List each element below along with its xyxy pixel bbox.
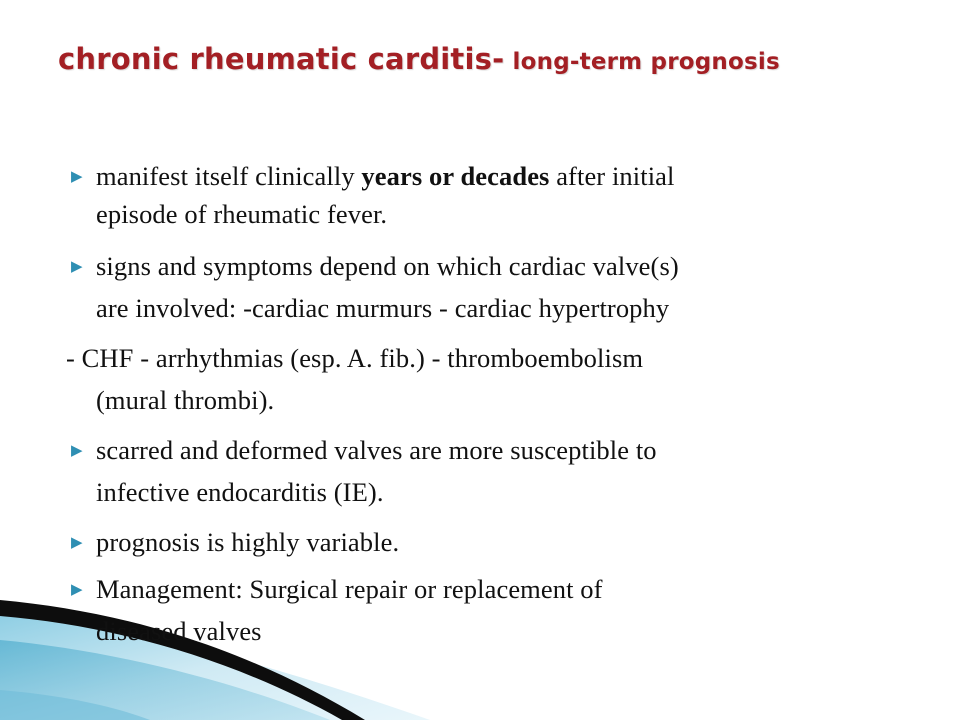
bullet-1-emphasis: years or decades — [361, 161, 550, 191]
bullet-5-line-1: prognosis is highly variable. — [96, 527, 400, 557]
bullet-1-line-1 — [96, 160, 674, 192]
bullet-3-line-2: (mural thrombi). — [96, 385, 275, 415]
bullet-3-line-1: - CHF - arrhythmias (esp. A. fib.) - thromboembolism — [66, 343, 644, 373]
bullet-1-text-before: manifest itself clinically — [96, 161, 362, 191]
bullet-1-line-2: episode of rheumatic fever. — [96, 199, 388, 229]
triangle-right-icon: ▶ — [71, 533, 83, 551]
bullet-1-text-after: after initial — [549, 161, 675, 191]
bullet-2-line-2: are involved: -cardiac murmurs - cardiac hypertrophy — [96, 293, 670, 323]
triangle-right-icon: ▶ — [71, 441, 83, 459]
bullet-6-line-1: Management: Surgical repair or replacement of — [96, 574, 603, 604]
triangle-right-icon: ▶ — [71, 580, 83, 598]
bullet-2-line-1: signs and symptoms depend on which cardiac valve(s) — [96, 251, 679, 281]
triangle-right-icon: ▶ — [71, 257, 83, 275]
bullet-6-line-2: diseased valves — [96, 616, 262, 646]
bullet-4-line-1: scarred and deformed valves are more susceptible to — [96, 435, 657, 465]
slide-title — [58, 42, 938, 90]
bullet-4-line-2: infective endocarditis (IE). — [96, 477, 384, 507]
title-sub-text: long-term prognosis — [504, 49, 780, 75]
triangle-right-icon: ▶ — [71, 167, 83, 185]
title-main-text: chronic rheumatic carditis- — [58, 42, 505, 76]
